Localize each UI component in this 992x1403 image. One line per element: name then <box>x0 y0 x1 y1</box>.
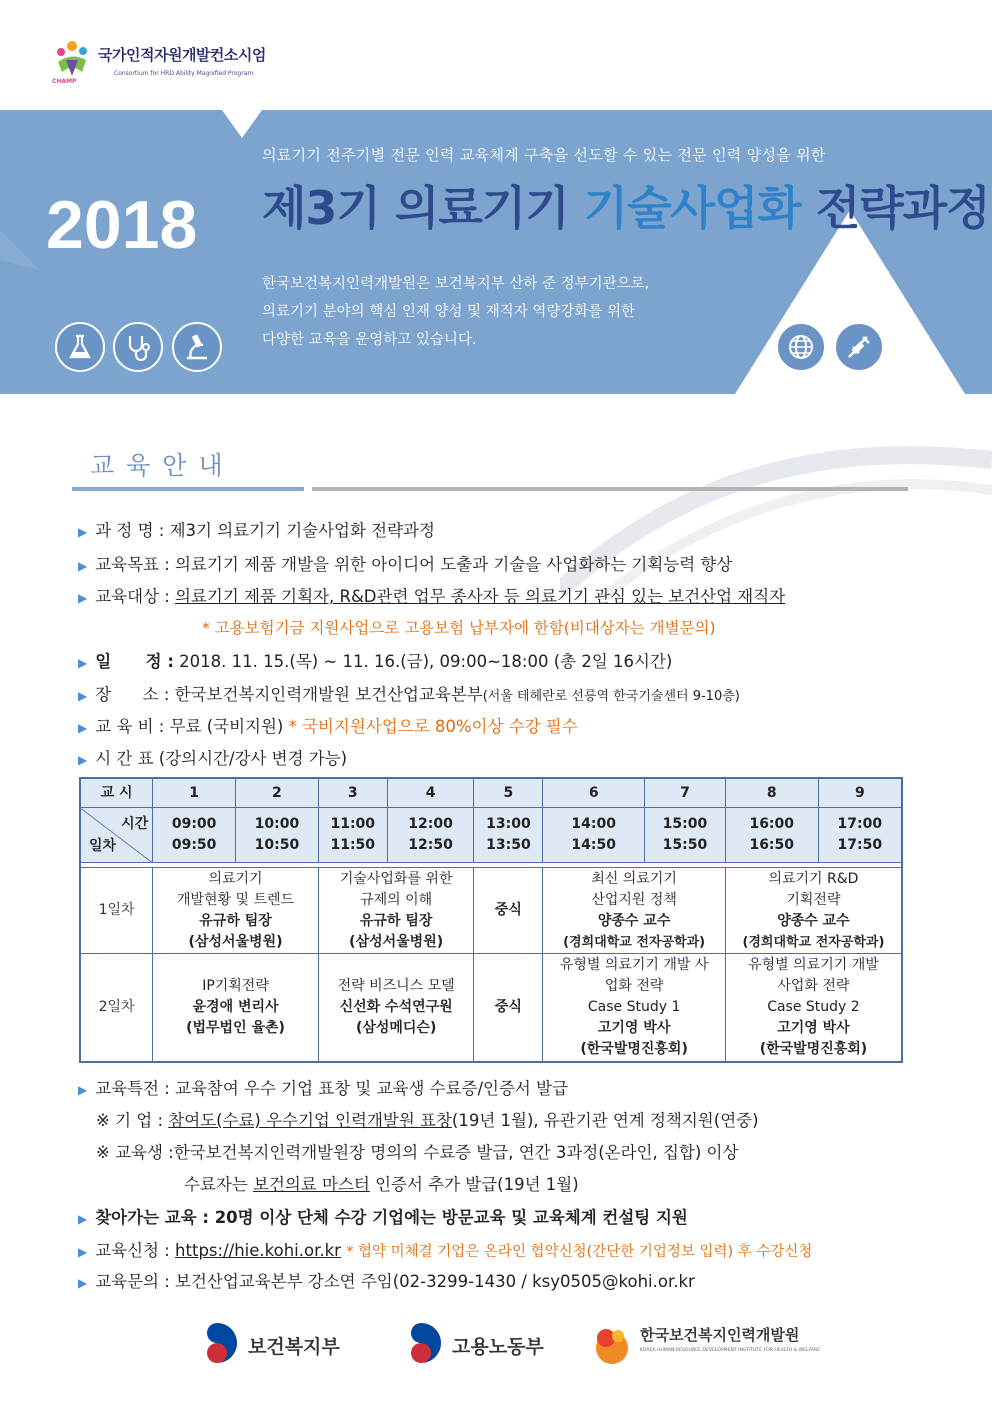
info-date <box>78 648 672 672</box>
apply-label: 교육신청 : <box>95 1241 170 1260</box>
org-abbr: CHAMP <box>52 78 77 85</box>
time-day-corner <box>80 808 153 863</box>
day2-row <box>80 954 902 1062</box>
info-place <box>78 681 740 705</box>
kohi-label: 한국보건복지인력개발원 <box>640 1326 800 1344</box>
visiting-text: 찾아가는 교육 : 20명 이상 단체 수강 기업에는 방문교육 및 교육체계 컨설팅 지원 <box>95 1208 688 1227</box>
day1-session-2: 기술사업화를 위한 규제의 이해 유규하 팀장 (삼성서울병원) <box>318 868 474 954</box>
day2-label: 2일차 <box>80 954 153 1062</box>
period-1: 1 <box>153 778 236 808</box>
info-contact <box>78 1268 695 1292</box>
section-divider-gray <box>312 487 908 491</box>
period-5: 5 <box>474 778 543 808</box>
company-rest: (19년 1월), 유관기관 연계 정책지원(연중) <box>451 1111 759 1130</box>
day2-session-3: 유형별 의료기기 개발 사 업화 전략 Case Study 1 고기영 박사 (한국발명진흥회) <box>543 954 726 1062</box>
bullet-icon: ▶ <box>78 525 88 539</box>
time-3: 11:00 11:50 <box>318 808 387 863</box>
course-value: 제3기 의료기기 기술사업화 전략과정 <box>169 521 435 540</box>
date-label: 일 정 : <box>95 652 174 671</box>
time-8: 16:00 16:50 <box>725 808 818 863</box>
mohw-logo <box>194 1320 364 1370</box>
schedule-table <box>79 777 903 1063</box>
period-header-row <box>80 778 902 808</box>
target-value: 의료기기 제품 기획자, R&D관련 업무 종사자 등 의료기기 관심 있는 보건산업 재직자 <box>175 587 786 606</box>
banner-course-title <box>262 172 990 238</box>
contact-value: 보건산업교육본부 강소연 주임(02-3299-1430 / ksy0505@kohi.or.kr <box>175 1272 695 1291</box>
info-visiting <box>78 1204 688 1228</box>
consortium-logo <box>52 36 312 86</box>
banner-year: 2018 <box>46 187 198 263</box>
place-detail: (서울 테헤란로 선릉역 한국기술센터 9-10층) <box>482 689 740 704</box>
course-label: 과 정 명 : <box>95 521 165 540</box>
info-goal <box>78 551 732 575</box>
period-3: 3 <box>318 778 387 808</box>
info-apply <box>78 1237 812 1261</box>
place-label: 장 소 : <box>95 685 170 704</box>
bullet-icon: ▶ <box>78 559 88 573</box>
moel-label: 고용노동부 <box>452 1336 544 1358</box>
banner-tagline: 의료기기 전주기별 전문 인력 교육체계 구축을 선도할 수 있는 전문 인력 양성을 위한 <box>262 146 826 164</box>
time-9: 17:00 17:50 <box>818 808 902 863</box>
section-title: 교육안내 <box>90 451 235 480</box>
title-part-2: 기술사업화 <box>583 181 801 235</box>
company-award: 참여도(수료) 우수기업 인력개발원 표창 <box>168 1111 452 1130</box>
timetable-label: 시 간 표 <box>95 749 154 768</box>
benefits-value: 교육참여 우수 기업 표창 및 교육생 수료증/인증서 발급 <box>175 1079 568 1098</box>
time-1: 09:00 09:50 <box>153 808 236 863</box>
apply-link[interactable]: https://hie.kohi.or.kr <box>175 1241 341 1260</box>
bullet-icon: ▶ <box>78 656 88 670</box>
time-6: 14:00 14:50 <box>543 808 645 863</box>
period-9: 9 <box>818 778 902 808</box>
period-6: 6 <box>543 778 645 808</box>
bullet-icon: ▶ <box>78 1276 88 1290</box>
apply-note: * 협약 미체결 기업은 온라인 협약신청(간단한 기업정보 입력) 후 수강신청 <box>346 1244 813 1260</box>
day2-session-2: 전략 비즈니스 모델 신선화 수석연구원 (삼성메디슨) <box>318 954 474 1062</box>
corner-time-label: 시간 <box>121 816 149 832</box>
info-benefits <box>78 1075 568 1099</box>
period-7: 7 <box>645 778 726 808</box>
syringe-icon <box>834 322 884 372</box>
fee-note: * 국비지원사업으로 80%이상 수강 필수 <box>288 717 578 736</box>
day2-session-4: 유형별 의료기기 개발 사업화 전략 Case Study 2 고기영 박사 (한국발명진흥회) <box>725 954 902 1062</box>
benefits-company <box>96 1107 759 1131</box>
health-master: 보건의료 마스터 <box>253 1175 370 1194</box>
bullet-icon: ▶ <box>78 1083 88 1097</box>
benefits-student <box>96 1139 738 1163</box>
day1-label: 1일차 <box>80 868 153 954</box>
day1-session-4: 의료기기 R&D 기획전략 양종수 교수 (경희대학교 전자공학과) <box>725 868 902 954</box>
goal-label: 교육목표 : <box>95 555 170 574</box>
globe-icon <box>776 322 826 372</box>
flask-icon <box>55 322 105 372</box>
bullet-icon: ▶ <box>78 591 88 605</box>
bullet-icon: ▶ <box>78 689 88 703</box>
corner-day-label: 일차 <box>89 838 117 854</box>
goal-value: 의료기기 제품 개발을 위한 아이디어 도출과 기술을 사업화하는 기획능력 향상 <box>175 555 733 574</box>
hero-banner <box>0 110 992 394</box>
period-4: 4 <box>387 778 474 808</box>
contact-label: 교육문의 : <box>95 1272 170 1291</box>
title-part-3: 전략과정 <box>800 181 990 235</box>
benefits-label: 교육특전 : <box>95 1079 170 1098</box>
title-part-1: 제3기 의료기기 <box>262 181 584 235</box>
taegeuk-icon <box>398 1320 444 1366</box>
day2-session-1: IP기획전략 윤경애 변리사 (법무법인 율촌) <box>153 954 319 1062</box>
kohi-mark-icon <box>590 1322 634 1366</box>
bullet-icon: ▶ <box>78 721 88 735</box>
info-course <box>78 517 435 541</box>
kohi-logo <box>590 1320 820 1370</box>
benefits-student-2: 수료자는 보건의료 마스터 인증서 추가 발급(19년 1월) <box>184 1175 579 1194</box>
company-label: ※ 기 업 : <box>96 1111 163 1130</box>
period-8: 8 <box>725 778 818 808</box>
info-fee <box>78 713 578 737</box>
timetable-note: (강의시간/강사 변경 가능) <box>158 749 348 768</box>
fee-label: 교 육 비 : <box>95 717 165 736</box>
bullet-icon: ▶ <box>78 1245 88 1259</box>
date-value: 2018. 11. 15.(목) ~ 11. 16.(금), 09:00~18:00 (총 2일 16시간) <box>179 652 673 671</box>
champ-logo-icon <box>52 38 92 78</box>
intro-line-1: 한국보건복지인력개발원은 보건복지부 산하 준 정부기관으로, <box>262 276 650 292</box>
info-timetable <box>78 745 347 769</box>
time-row <box>80 808 902 863</box>
target-note: * 고용보험기금 지원사업으로 고용보험 납부자에 한함(비대상자는 개별문의) <box>202 619 716 637</box>
org-subtitle: Consortium for HRD Ability Magnified Program <box>114 70 254 77</box>
place-value: 한국보건복지인력개발원 보건산업교육본부 <box>174 685 483 704</box>
org-name: 국가인적자원개발컨소시엄 <box>98 46 266 64</box>
day1-row <box>80 868 902 954</box>
intro-line-2: 의료기기 분야의 핵심 인재 양성 및 재직자 역량강화를 위한 <box>262 304 636 320</box>
time-5: 13:00 13:50 <box>474 808 543 863</box>
mohw-label: 보건복지부 <box>248 1336 340 1358</box>
period-header-label: 교 시 <box>80 778 153 808</box>
student-label: ※ 교육생 : <box>96 1143 174 1162</box>
moel-logo <box>398 1320 568 1370</box>
intro-line-3: 다양한 교육을 운영하고 있습니다. <box>262 332 477 348</box>
taegeuk-icon <box>194 1320 240 1366</box>
period-2: 2 <box>236 778 319 808</box>
target-label: 교육대상 : <box>95 587 170 606</box>
bullet-icon: ▶ <box>78 753 88 767</box>
stethoscope-icon <box>113 322 163 372</box>
student-value: 한국보건복지인력개발원장 명의의 수료증 발급, 연간 3과정(온라인, 집합) 이상 <box>173 1143 739 1162</box>
fee-value: 무료 (국비지원) <box>169 717 284 736</box>
bullet-icon: ▶ <box>78 1212 88 1226</box>
info-target <box>78 583 785 607</box>
section-divider <box>72 487 304 491</box>
day1-session-1: 의료기기 개발현황 및 트렌드 유규하 팀장 (삼성서울병원) <box>153 868 319 954</box>
time-2: 10:00 10:50 <box>236 808 319 863</box>
time-4: 12:00 12:50 <box>387 808 474 863</box>
microscope-icon <box>172 322 222 372</box>
kohi-subtitle: KOREA HUMAN RESOURCE DEVELOPMENT INSTITUTE FOR HEALTH & WELFARE <box>640 1348 821 1353</box>
day2-lunch: 중식 <box>474 954 543 1062</box>
day1-session-3: 최신 의료기기 산업지원 정책 양종수 교수 (경희대학교 전자공학과) <box>543 868 726 954</box>
time-7: 15:00 15:50 <box>645 808 726 863</box>
day1-lunch: 중식 <box>474 868 543 954</box>
